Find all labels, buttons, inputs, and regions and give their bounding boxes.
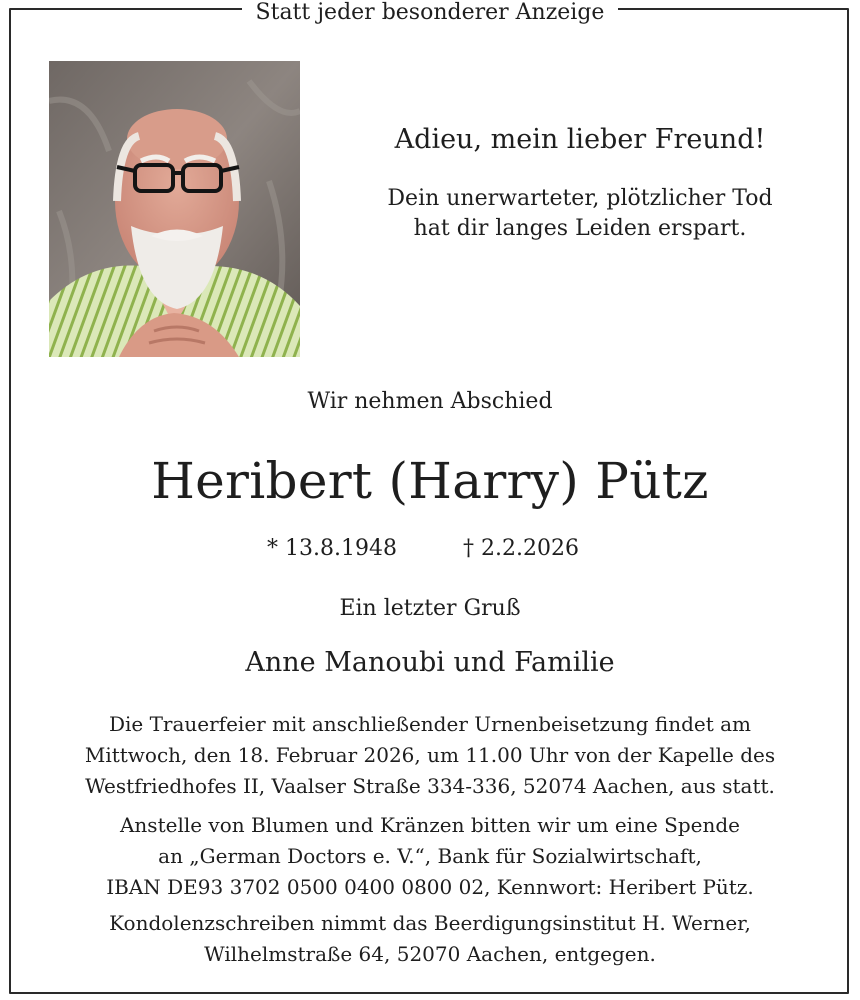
greeting-text: Ein letzter Gruß — [339, 596, 521, 621]
portrait-photo — [49, 61, 300, 357]
funeral-line: Westfriedhofes II, Vaalser Straße 334-336, 52074 Aachen, aus statt. — [85, 774, 775, 798]
header-title: Statt jeder besonderer Anzeige — [242, 0, 619, 25]
birth-date: * 13.8.1948 — [267, 536, 397, 561]
family-name: Anne Manoubi und Familie — [245, 647, 615, 678]
quote — [330, 184, 830, 244]
headline: Adieu, mein lieber Freund! — [394, 124, 766, 155]
death-date: † 2.2.2026 — [463, 536, 579, 561]
condolence-line: Kondolenzschreiben nimmt das Beerdigungsinstitut H. Werner, — [109, 911, 751, 935]
donation-line: Anstelle von Blumen und Kränzen bitten wir um eine Spende — [119, 813, 741, 837]
donation-line: IBAN DE93 3702 0500 0400 0800 02, Kennwort: Heribert Pütz. — [106, 875, 754, 899]
funeral-details — [0, 709, 860, 802]
notice-header — [0, 0, 860, 26]
condolence-line: Wilhelmstraße 64, 52070 Aachen, entgegen. — [204, 942, 656, 966]
deceased-name: Heribert (Harry) Pütz — [151, 452, 709, 510]
intro-text: Wir nehmen Abschied — [307, 389, 553, 414]
quote-line: hat dir langes Leiden erspart. — [413, 216, 747, 241]
funeral-line: Mittwoch, den 18. Februar 2026, um 11.00 Uhr von der Kapelle des — [84, 743, 776, 767]
quote-line: Dein unerwarteter, plötzlicher Tod — [387, 186, 773, 211]
condolence-details — [0, 908, 860, 970]
donation-line: an „German Doctors e. V.“, Bank für Sozialwirtschaft, — [158, 844, 702, 868]
funeral-line: Die Trauerfeier mit anschließender Urnenbeisetzung findet am — [108, 712, 752, 736]
donation-details — [0, 810, 860, 903]
